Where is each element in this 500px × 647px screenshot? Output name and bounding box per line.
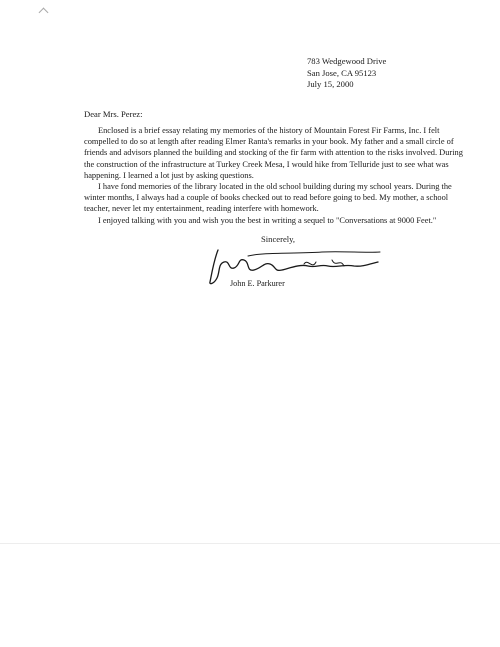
body-paragraph: I have fond memories of the library located in the old school building during my school years. During the winter months, I always had a couple of books checked out to read before going to bed. My mother, a school teacher, never let my entertainment, reading interfere with homework. xyxy=(84,182,452,214)
body-paragraph: Enclosed is a brief essay relating my memories of the history of Mountain Forest Fir Farms, Inc. I felt compelled to do so at length after reading Elmer Ranta's remarks in your book. My father and a small circle of friends and advisors planned the building and stocking of the fir farm with attention to the risks involved. During the construction of the infrastructure at Turkey Creek Mesa, I would hike from Telluride just to see what was happening. I learned a lot just by asking questions. xyxy=(84,126,463,180)
address-street: 783 Wedgewood Drive xyxy=(307,56,387,66)
signer-name: John E. Parkurer xyxy=(230,279,285,288)
corner-mark xyxy=(39,8,49,18)
letter-date: July 15, 2000 xyxy=(307,79,354,89)
page-fold-line xyxy=(0,543,500,544)
address-city: San Jose, CA 95123 xyxy=(307,67,377,78)
closing: Sincerely, xyxy=(261,234,296,244)
body-paragraph: I enjoyed talking with you and wish you the best in writing a sequel to "Conversations at 9000 Feet." xyxy=(98,215,437,225)
salutation: Dear Mrs. Perez: xyxy=(84,109,143,119)
letter-body xyxy=(84,125,464,226)
sender-address xyxy=(307,56,386,91)
